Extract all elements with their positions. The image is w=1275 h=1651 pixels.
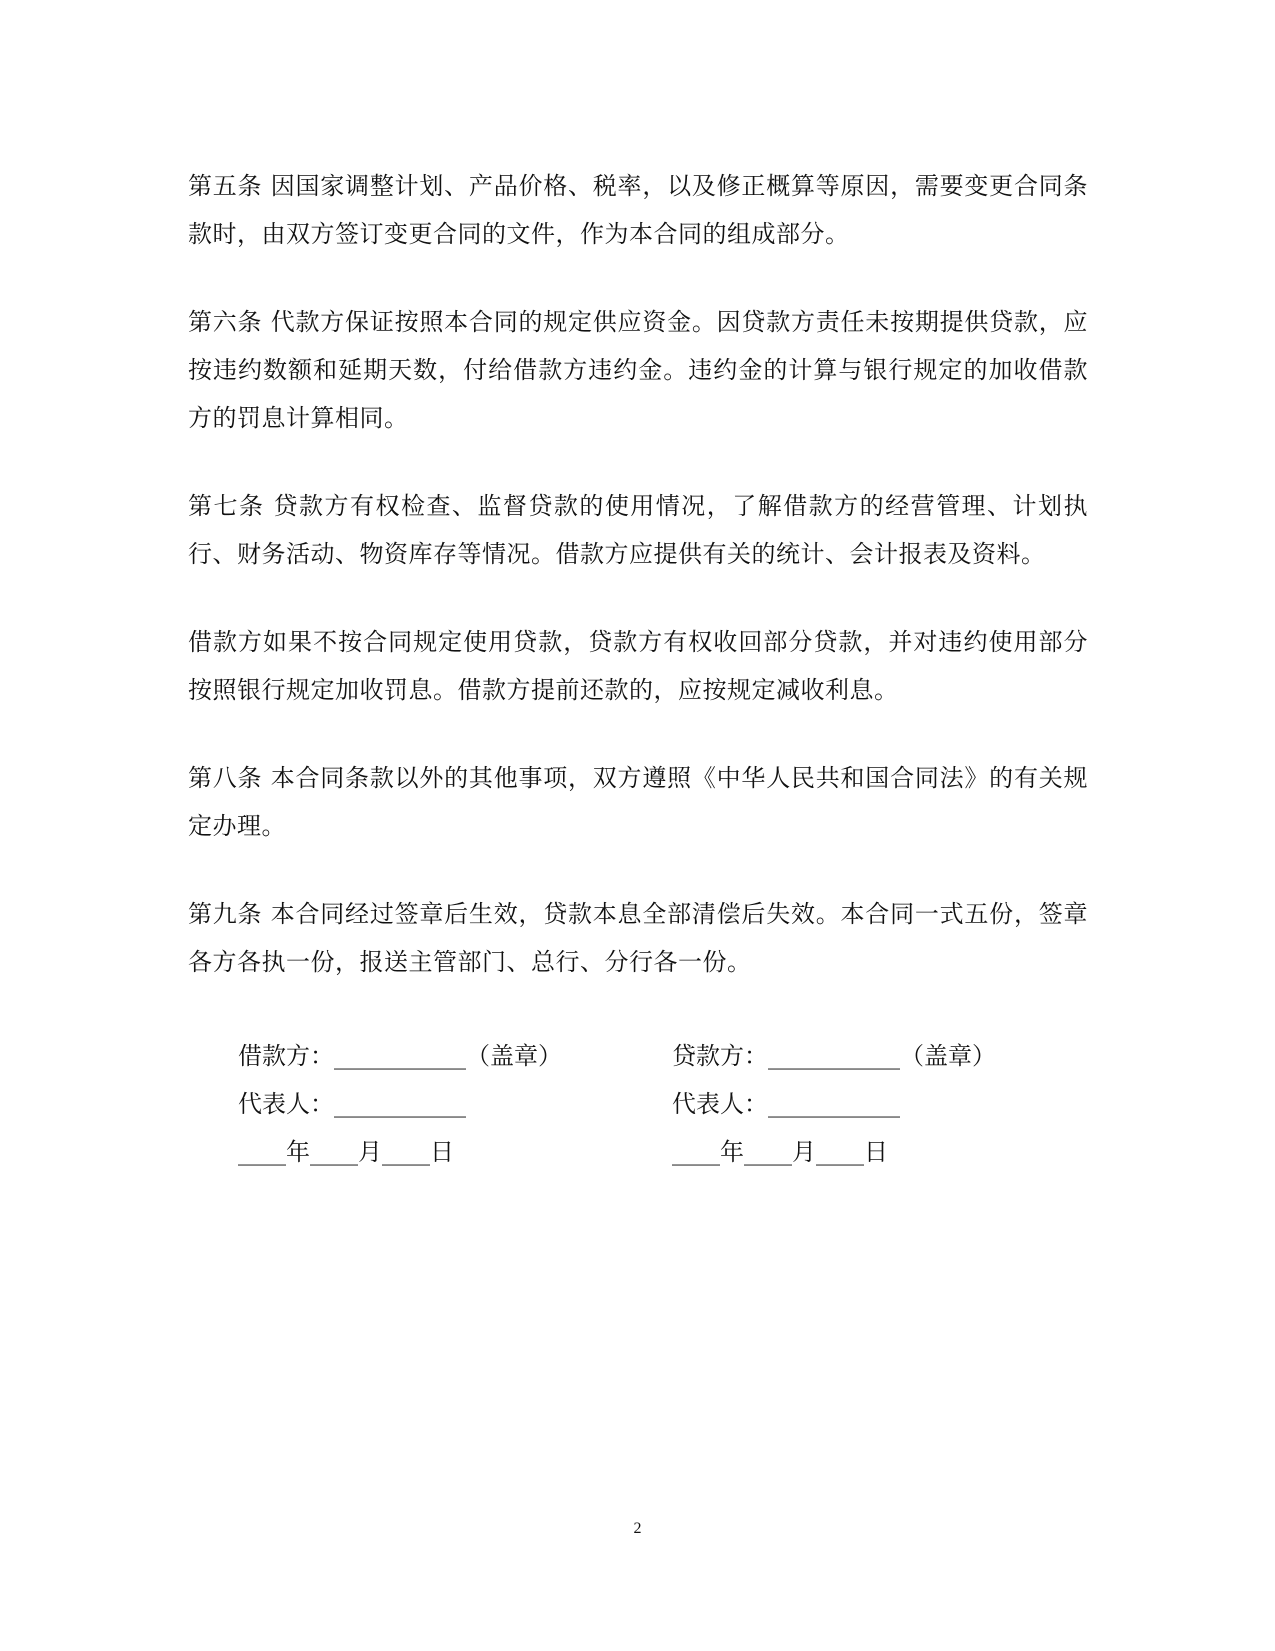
page-number: 2 <box>633 1520 642 1537</box>
signature-block <box>238 1032 1098 1176</box>
article-9: 第九条 本合同经过签章后生效，贷款本息全部清偿后失效。本合同一式五份，签章各方各执一份，报送主管部门、总行、分行各一份。 <box>188 900 1088 976</box>
borrower-party-line: 借款方：___________（盖章） <box>238 1042 562 1070</box>
borrower-representative-line: 代表人：___________ <box>238 1090 466 1118</box>
lender-party-line: 贷款方：___________（盖章） <box>672 1042 996 1070</box>
article-5: 第五条 因国家调整计划、产品价格、税率，以及修正概算等原因，需要变更合同条款时，由双方签订变更合同的文件，作为本合同的组成部分。 <box>188 172 1088 248</box>
article-7-continuation: 借款方如果不按合同规定使用贷款，贷款方有权收回部分贷款，并对违约使用部分按照银行规定加收罚息。借款方提前还款的，应按规定减收利息。 <box>188 628 1088 704</box>
lender-date-line: ____年____月____日 <box>672 1138 888 1166</box>
lender-representative-line: 代表人：___________ <box>672 1090 900 1118</box>
borrower-date-line: ____年____月____日 <box>238 1138 454 1166</box>
party-row <box>238 1032 1098 1080</box>
contract-body <box>188 162 1088 986</box>
article-8: 第八条 本合同条款以外的其他事项，双方遵照《中华人民共和国合同法》的有关规定办理。 <box>188 764 1088 840</box>
representative-row <box>238 1080 1098 1128</box>
date-row <box>238 1128 1098 1176</box>
article-7: 第七条 贷款方有权检查、监督贷款的使用情况，了解借款方的经营管理、计划执行、财务活动、物资库存等情况。借款方应提供有关的统计、会计报表及资料。 <box>188 492 1088 568</box>
article-6: 第六条 代款方保证按照本合同的规定供应资金。因贷款方责任未按期提供贷款，应按违约数额和延期天数，付给借款方违约金。违约金的计算与银行规定的加收借款方的罚息计算相同。 <box>188 308 1088 432</box>
